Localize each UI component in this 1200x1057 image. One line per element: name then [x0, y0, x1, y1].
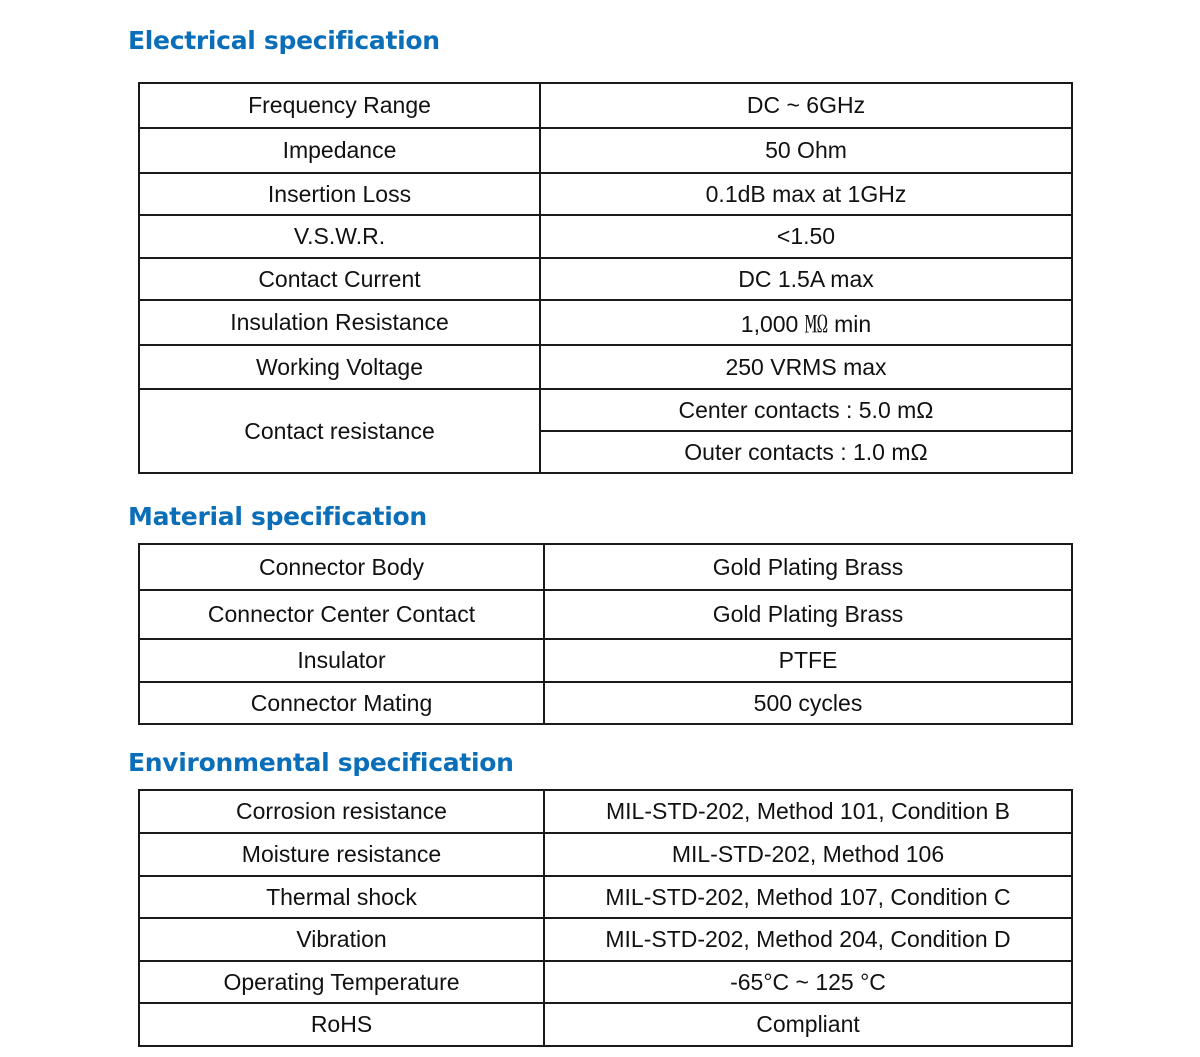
table-row — [139, 1003, 1072, 1046]
table-row — [139, 300, 1072, 345]
spec-value: Compliant — [544, 1003, 1072, 1046]
spec-label: Corrosion resistance — [139, 790, 544, 833]
spec-value-outer-contacts: Outer contacts : 1.0 mΩ — [540, 431, 1072, 473]
spec-label: Connector Center Contact — [139, 590, 544, 639]
spec-value: DC ~ 6GHz — [540, 83, 1072, 128]
environmental-spec-table — [138, 789, 1073, 1047]
material-spec-table — [138, 543, 1073, 725]
spec-value: 0.1dB max at 1GHz — [540, 173, 1072, 215]
spec-label: Operating Temperature — [139, 961, 544, 1003]
spec-value: -65°C ~ 125 °C — [544, 961, 1072, 1003]
table-row — [139, 544, 1072, 590]
spec-value: 500 cycles — [544, 682, 1072, 724]
table-row — [139, 961, 1072, 1003]
spec-label: Insertion Loss — [139, 173, 540, 215]
spec-value: Gold Plating Brass — [544, 544, 1072, 590]
spec-label-contact-resistance: Contact resistance — [139, 389, 540, 473]
spec-value: MIL-STD-202, Method 106 — [544, 833, 1072, 876]
spec-value: PTFE — [544, 639, 1072, 682]
spec-value: 50 Ohm — [540, 128, 1072, 173]
spec-value: MIL-STD-202, Method 101, Condition B — [544, 790, 1072, 833]
spec-label: V.S.W.R. — [139, 215, 540, 258]
table-row — [139, 639, 1072, 682]
electrical-spec-heading: Electrical specification — [128, 26, 440, 55]
table-row — [139, 345, 1072, 389]
spec-value: 250 VRMS max — [540, 345, 1072, 389]
spec-label: Connector Mating — [139, 682, 544, 724]
table-row — [139, 876, 1072, 918]
spec-label: Contact Current — [139, 258, 540, 300]
table-row — [139, 918, 1072, 961]
spec-value: DC 1.5A max — [540, 258, 1072, 300]
spec-value: <1.50 — [540, 215, 1072, 258]
table-row — [139, 83, 1072, 128]
spec-label: Moisture resistance — [139, 833, 544, 876]
spec-value: MIL-STD-202, Method 204, Condition D — [544, 918, 1072, 961]
spec-label: Working Voltage — [139, 345, 540, 389]
table-row — [139, 590, 1072, 639]
material-spec-heading: Material specification — [128, 502, 427, 531]
electrical-spec-table — [138, 82, 1073, 474]
table-row — [139, 790, 1072, 833]
spec-label: Connector Body — [139, 544, 544, 590]
spec-label: Frequency Range — [139, 83, 540, 128]
spec-label: Impedance — [139, 128, 540, 173]
table-row — [139, 833, 1072, 876]
table-row — [139, 389, 1072, 431]
spec-label: Insulator — [139, 639, 544, 682]
spec-label: RoHS — [139, 1003, 544, 1046]
spec-value-center-contacts: Center contacts : 5.0 mΩ — [540, 389, 1072, 431]
table-row — [139, 258, 1072, 300]
spec-label: Vibration — [139, 918, 544, 961]
spec-value: MIL-STD-202, Method 107, Condition C — [544, 876, 1072, 918]
table-row — [139, 215, 1072, 258]
spec-label: Insulation Resistance — [139, 300, 540, 345]
environmental-spec-heading: Environmental specification — [128, 748, 514, 777]
table-row — [139, 682, 1072, 724]
spec-value: 1,000 ㏁ min — [540, 300, 1072, 345]
spec-label: Thermal shock — [139, 876, 544, 918]
table-row — [139, 173, 1072, 215]
table-row — [139, 128, 1072, 173]
spec-value: Gold Plating Brass — [544, 590, 1072, 639]
